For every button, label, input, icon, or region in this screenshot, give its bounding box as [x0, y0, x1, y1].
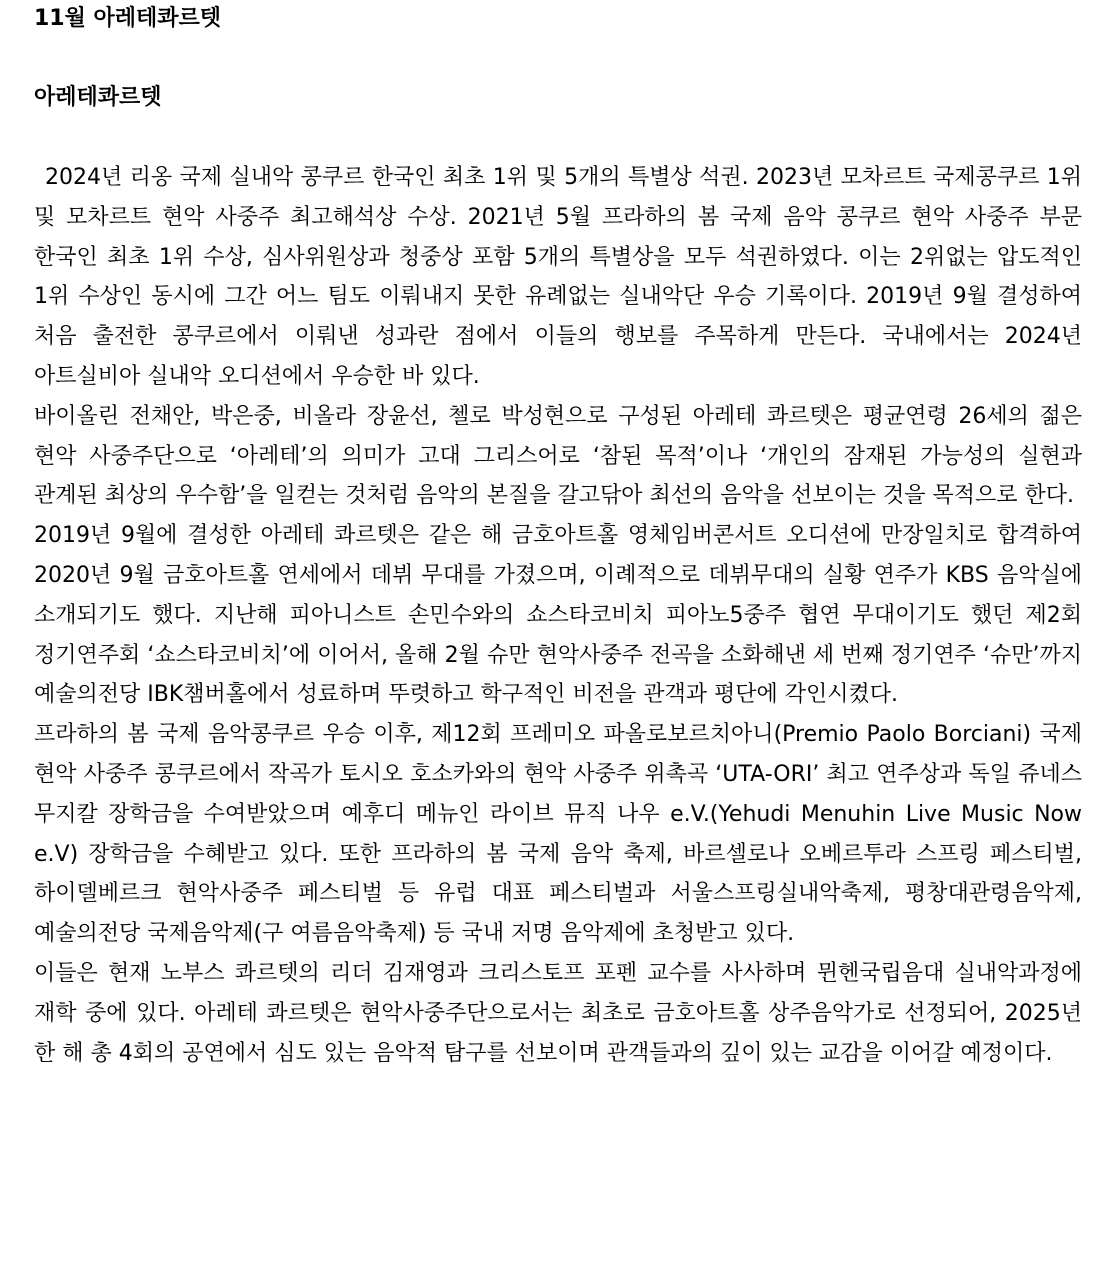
paragraph-current-activities: 이들은 현재 노부스 콰르텟의 리더 김재영과 크리스토프 포펜 교수를 사사하며 뮌헨국립음대 실내악과정에 재학 중에 있다. 아레테 콰르텟은 현악사중주단으로서는 최초로 금호아트홀 상주음악가로 선정되어, 2025년 한 해 총 4회의 공연에서 심도 있는 음악적 탐구를 선보이며 관객들과의 깊이 있는 교감을 이어갈 예정이다.	[34, 960, 1082, 1066]
paragraph-members: 바이올린 전채안, 박은중, 비올라 장윤선, 첼로 박성현으로 구성된 아레테 콰르텟은 평균연령 26세의 젊은 현악 사중주단으로 ‘아레테’의 의미가 고대 그리스어로 ‘참된 목적’이나 ‘개인의 잠재된 가능성의 실현과 관계된 최상의 우수함’을 일컫는 것처럼 음악의 본질을 갈고닦아 최선의 음악을 선보이는 것을 목적으로 한다.	[34, 403, 1082, 509]
paragraph-festivals: 프라하의 봄 국제 음악콩쿠르 우승 이후, 제12회 프레미오 파올로보르치아니(Premio Paolo Borciani) 국제 현악 사중주 콩쿠르에서 작곡가 토시오 호소카와의 현악 사중주 위촉곡 ‘UTA-ORI’ 최고 연주상과 독일 쥬네스 무지칼 장학금을 수여받았으며 예후디 메뉴인 라이브 뮤직 나우 e.V.(Yehudi Menuhin Live Music Now e.V) 장학금을 수혜받고 있다. 또한 프라하의 봄 국제 음악 축제, 바르셀로나 오베르투라 스프링 페스티벌, 하이델베르크 현악사중주 페스티벌 등 유럽 대표 페스티벌과 서울스프링실내악축제, 평창대관령음악제, 예술의전당 국제음악제(구 여름음악축제) 등 국내 저명 음악제에 초청받고 있다.	[34, 722, 1082, 947]
paragraph-debut: 2019년 9월에 결성한 아레테 콰르텟은 같은 해 금호아트홀 영체임버콘서트 오디션에 만장일치로 합격하여 2020년 9월 금호아트홀 연세에서 데뷔 무대를 가졌으며, 이례적으로 데뷔무대의 실황 연주가 KBS 음악실에 소개되기도 했다. 지난해 피아니스트 손민수와의 쇼스타코비치 피아노5중주 협연 무대이기도 했던 제2회 정기연주회 ‘쇼스타코비치’에 이어서, 올해 2월 슈만 현악사중주 전곡을 소화해낸 세 번째 정기연주 ‘슈만’까지 예술의전당 IBK챔버홀에서 성료하며 뚜렷하고 학구적인 비전을 관객과 평단에 각인시켰다.	[34, 523, 1082, 708]
section-title: 아레테콰르텟	[34, 85, 162, 110]
paragraph-competition-awards: 2024년 리옹 국제 실내악 콩쿠르 한국인 최초 1위 및 5개의 특별상 석권. 2023년 모차르트 국제콩쿠르 1위 및 모차르트 현악 사중주 최고해석상 수상. 2021년 5월 프라하의 봄 국제 음악 콩쿠르 현악 사중주 부문 한국인 최초 1위 수상, 심사위원상과 청중상 포함 5개의 특별상을 모두 석권하였다. 이는 2위없는 압도적인 1위 수상인 동시에 그간 어느 팀도 이뤄내지 못한 유례없는 실내악단 우승 기록이다. 2019년 9월 결성하여 처음 출전한 콩쿠르에서 이뤄낸 성과란 점에서 이들의 행보를 주목하게 만든다. 국내에서는 2024년 아트실비아 실내악 오디션에서 우승한 바 있다.	[34, 165, 1082, 389]
month-title: 11월 아레테콰르텟	[34, 6, 222, 31]
article-body	[34, 158, 1082, 1073]
